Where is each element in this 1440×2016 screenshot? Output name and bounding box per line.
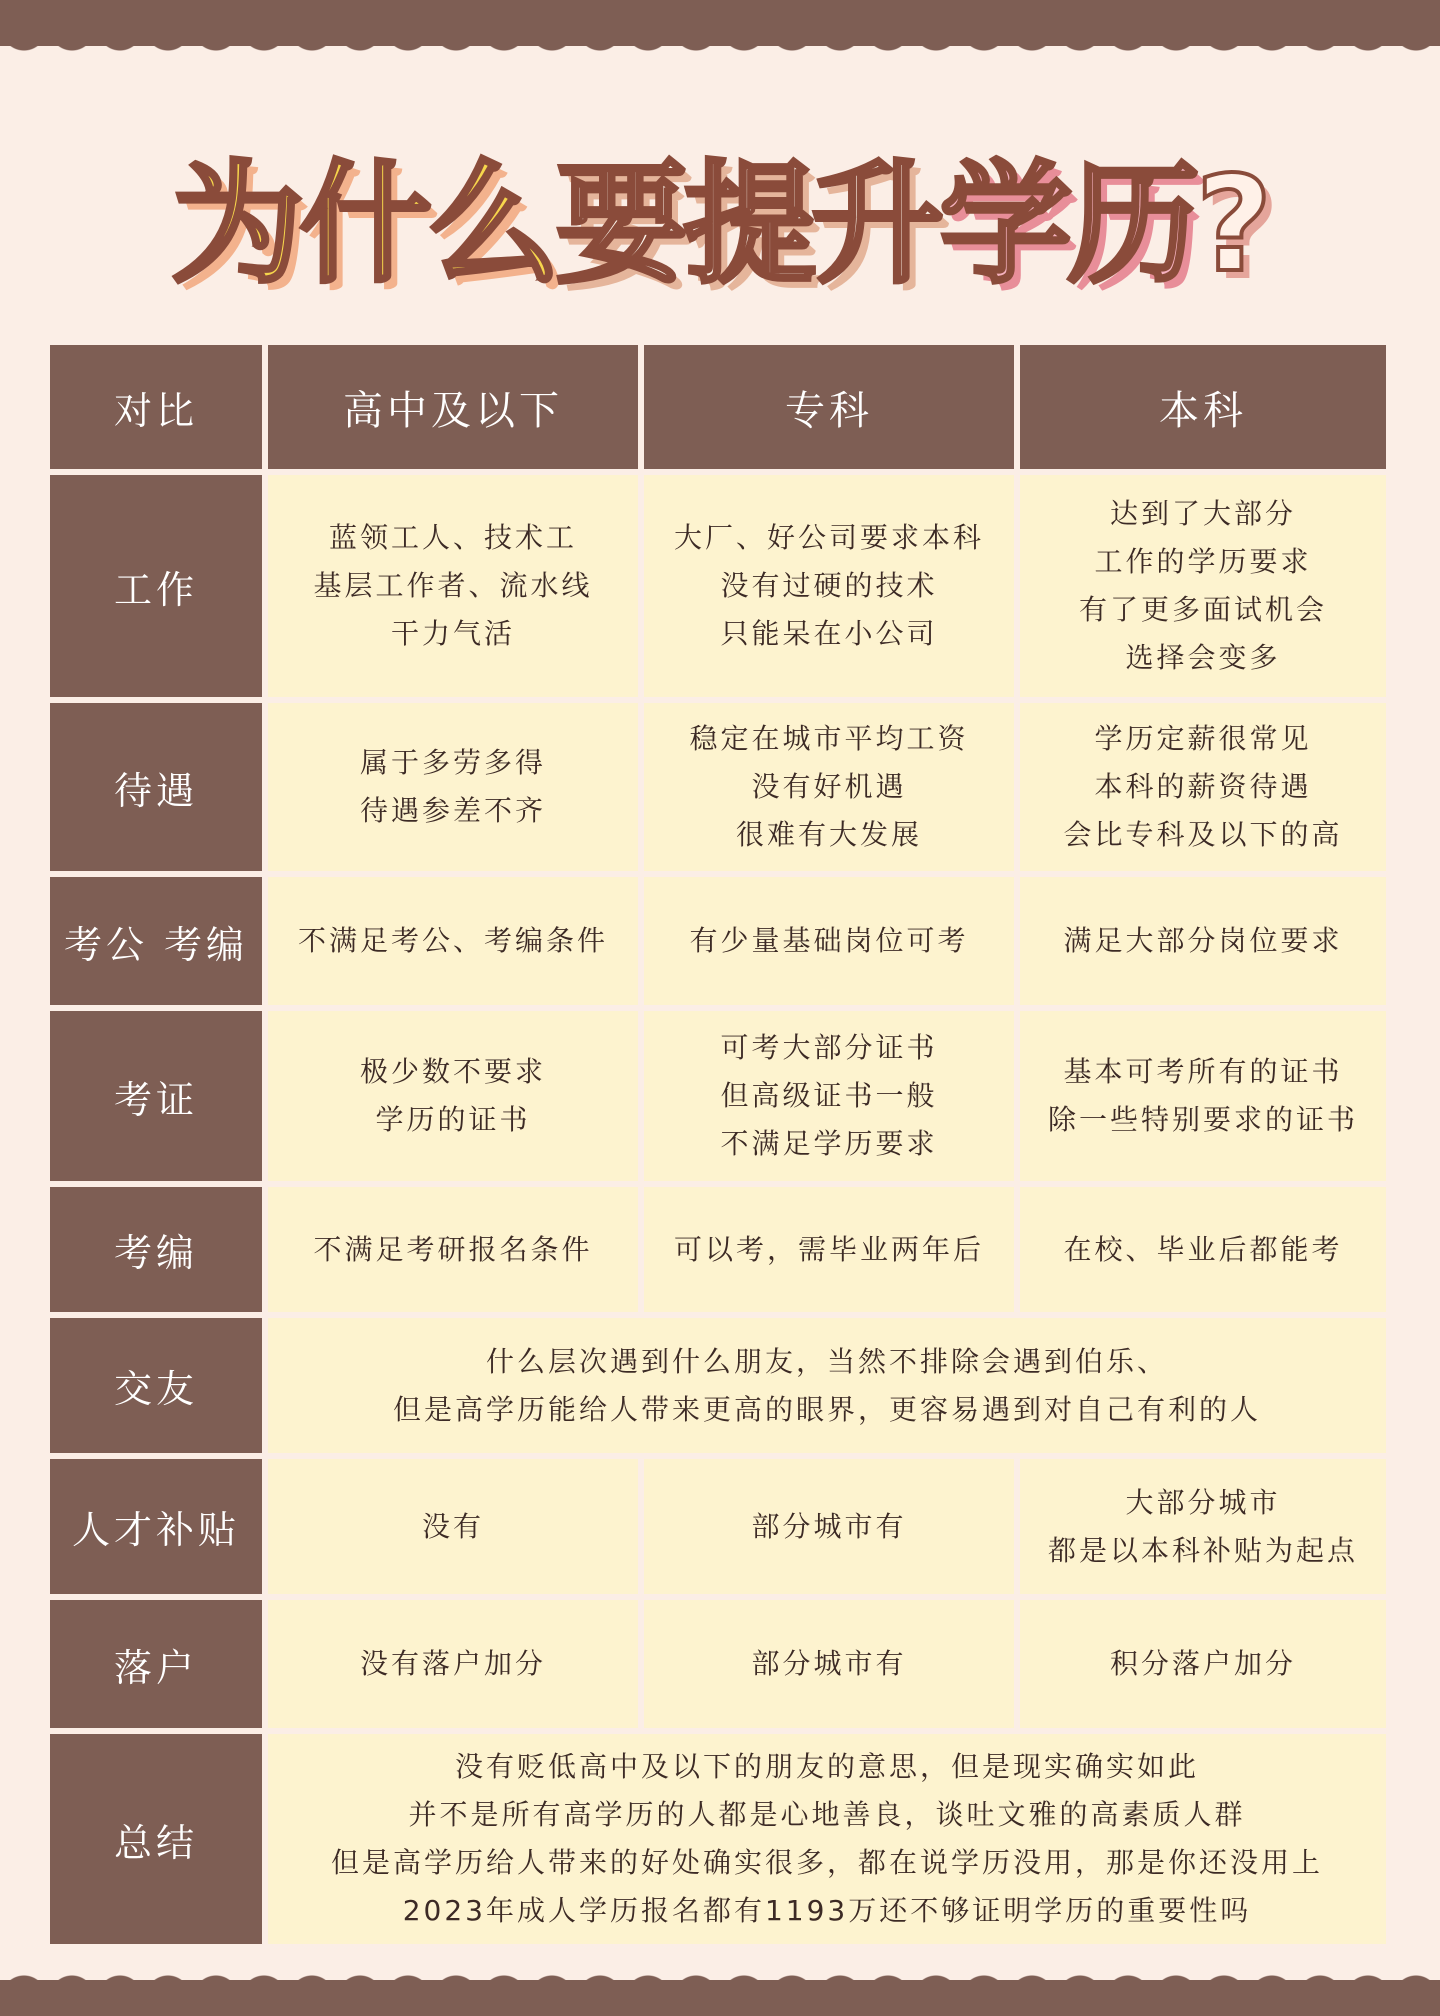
row-label: 待遇 bbox=[50, 703, 262, 871]
cell-high-school bbox=[268, 1011, 638, 1181]
cell-bachelor bbox=[1020, 1459, 1386, 1594]
cell-line: 待遇参差不齐 bbox=[359, 794, 546, 827]
cell-line: 属于多劳多得 bbox=[359, 746, 546, 779]
cell-junior-college bbox=[644, 877, 1014, 1005]
cell-line: 没有过硬的技术 bbox=[720, 569, 938, 602]
cell-bachelor bbox=[1020, 1011, 1386, 1181]
cell-line: 不满足学历要求 bbox=[720, 1127, 938, 1160]
row-label: 工作 bbox=[50, 475, 262, 697]
cell-junior-college bbox=[644, 1187, 1014, 1312]
row-label: 交友 bbox=[50, 1318, 262, 1453]
cell-line: 学历的证书 bbox=[375, 1103, 531, 1136]
cell-line: 没有落户加分 bbox=[359, 1647, 546, 1680]
cell-line: 本科的薪资待遇 bbox=[1094, 770, 1312, 803]
cell-bachelor bbox=[1020, 877, 1386, 1005]
cell-line: 达到了大部分 bbox=[1109, 497, 1296, 530]
cell-line: 满足大部分岗位要求 bbox=[1063, 924, 1343, 957]
comparison-table bbox=[50, 345, 1380, 1944]
cell-line: 但高级证书一般 bbox=[720, 1079, 938, 1112]
cell-line: 蓝领工人、技术工 bbox=[328, 521, 577, 554]
cell-line: 基层工作者、流水线 bbox=[313, 569, 593, 602]
cell-bachelor bbox=[1020, 1600, 1386, 1728]
cell-line: 可以考，需毕业两年后 bbox=[673, 1232, 984, 1266]
cell-line: 极少数不要求 bbox=[359, 1055, 546, 1088]
header-junior-college: 专科 bbox=[644, 345, 1014, 469]
cell-line: 并不是所有高学历的人都是心地善良，谈吐文雅的高素质人群 bbox=[408, 1798, 1246, 1831]
page-title bbox=[70, 135, 1370, 315]
cell-bachelor bbox=[1020, 1187, 1386, 1312]
cell-line: 不满足考公、考编条件 bbox=[297, 924, 608, 957]
cell-line: 很难有大发展 bbox=[735, 818, 922, 851]
cell-line: 会比专科及以下的高 bbox=[1063, 818, 1343, 851]
row-label: 考公 考编 bbox=[50, 877, 262, 1005]
title-part-1: 为什么 bbox=[171, 148, 556, 302]
cell-bachelor bbox=[1020, 475, 1386, 697]
cell-line: 有了更多面试机会 bbox=[1078, 593, 1327, 626]
header-bachelor: 本科 bbox=[1020, 345, 1386, 469]
cell-line: 没有好机遇 bbox=[751, 770, 907, 803]
cell-high-school bbox=[268, 1459, 638, 1594]
cell-high-school bbox=[268, 703, 638, 871]
cell-line: 积分落户加分 bbox=[1109, 1647, 1296, 1680]
row-label: 考编 bbox=[50, 1187, 262, 1312]
cell-line: 大厂、好公司要求本科 bbox=[673, 521, 984, 554]
cell-line: 在校、毕业后都能考 bbox=[1063, 1232, 1343, 1266]
bottom-scallop-border bbox=[0, 1980, 1440, 2016]
cell-line: 但是高学历能给人带来更高的眼界，更容易遇到对自己有利的人 bbox=[392, 1392, 1261, 1426]
cell-line: 基本可考所有的证书 bbox=[1063, 1055, 1343, 1088]
cell-high-school bbox=[268, 877, 638, 1005]
cell-junior-college bbox=[644, 475, 1014, 697]
header-high-school: 高中及以下 bbox=[268, 345, 638, 469]
cell-line: 2023年成人学历报名都有1193万还不够证明学历的重要性吗 bbox=[402, 1894, 1252, 1927]
row-label: 总结 bbox=[50, 1734, 262, 1944]
cell-line: 部分城市有 bbox=[751, 1509, 907, 1543]
cell-junior-college bbox=[644, 1459, 1014, 1594]
row-label: 落户 bbox=[50, 1600, 262, 1728]
cell-junior-college bbox=[644, 1600, 1014, 1728]
cell-line: 除一些特别要求的证书 bbox=[1047, 1103, 1358, 1136]
title-part-4: ? bbox=[1195, 148, 1269, 302]
cell-bachelor bbox=[1020, 703, 1386, 871]
row-label: 人才补贴 bbox=[50, 1459, 262, 1594]
cell-line: 只能呆在小公司 bbox=[720, 617, 938, 650]
cell-line: 可考大部分证书 bbox=[720, 1031, 938, 1064]
cell-junior-college bbox=[644, 1011, 1014, 1181]
cell-high-school bbox=[268, 1600, 638, 1728]
cell-line: 干力气活 bbox=[390, 617, 515, 650]
merged-cell bbox=[268, 1734, 1386, 1944]
cell-high-school bbox=[268, 1187, 638, 1312]
cell-line: 选择会变多 bbox=[1125, 641, 1281, 674]
cell-line: 没有 bbox=[421, 1509, 484, 1543]
header-compare: 对比 bbox=[50, 345, 262, 469]
cell-line: 不满足考研报名条件 bbox=[313, 1232, 593, 1266]
cell-line: 大部分城市 bbox=[1125, 1485, 1281, 1519]
cell-line: 稳定在城市平均工资 bbox=[689, 722, 969, 755]
cell-line: 工作的学历要求 bbox=[1094, 545, 1312, 578]
title-part-3: 学历 bbox=[939, 148, 1196, 302]
cell-line: 但是高学历给人带来的好处确实很多，都在说学历没用，那是你还没用上 bbox=[330, 1846, 1323, 1879]
merged-cell bbox=[268, 1318, 1386, 1453]
cell-high-school bbox=[268, 475, 638, 697]
cell-line: 都是以本科补贴为起点 bbox=[1047, 1533, 1358, 1567]
title-part-2: 要提升 bbox=[555, 148, 940, 302]
cell-junior-college bbox=[644, 703, 1014, 871]
cell-line: 学历定薪很常见 bbox=[1094, 722, 1312, 755]
cell-line: 没有贬低高中及以下的朋友的意思，但是现实确实如此 bbox=[454, 1750, 1199, 1783]
top-scallop-border bbox=[0, 0, 1440, 46]
cell-line: 什么层次遇到什么朋友，当然不排除会遇到伯乐、 bbox=[485, 1344, 1168, 1378]
cell-line: 部分城市有 bbox=[751, 1647, 907, 1680]
cell-line: 有少量基础岗位可考 bbox=[689, 924, 969, 957]
row-label: 考证 bbox=[50, 1011, 262, 1181]
